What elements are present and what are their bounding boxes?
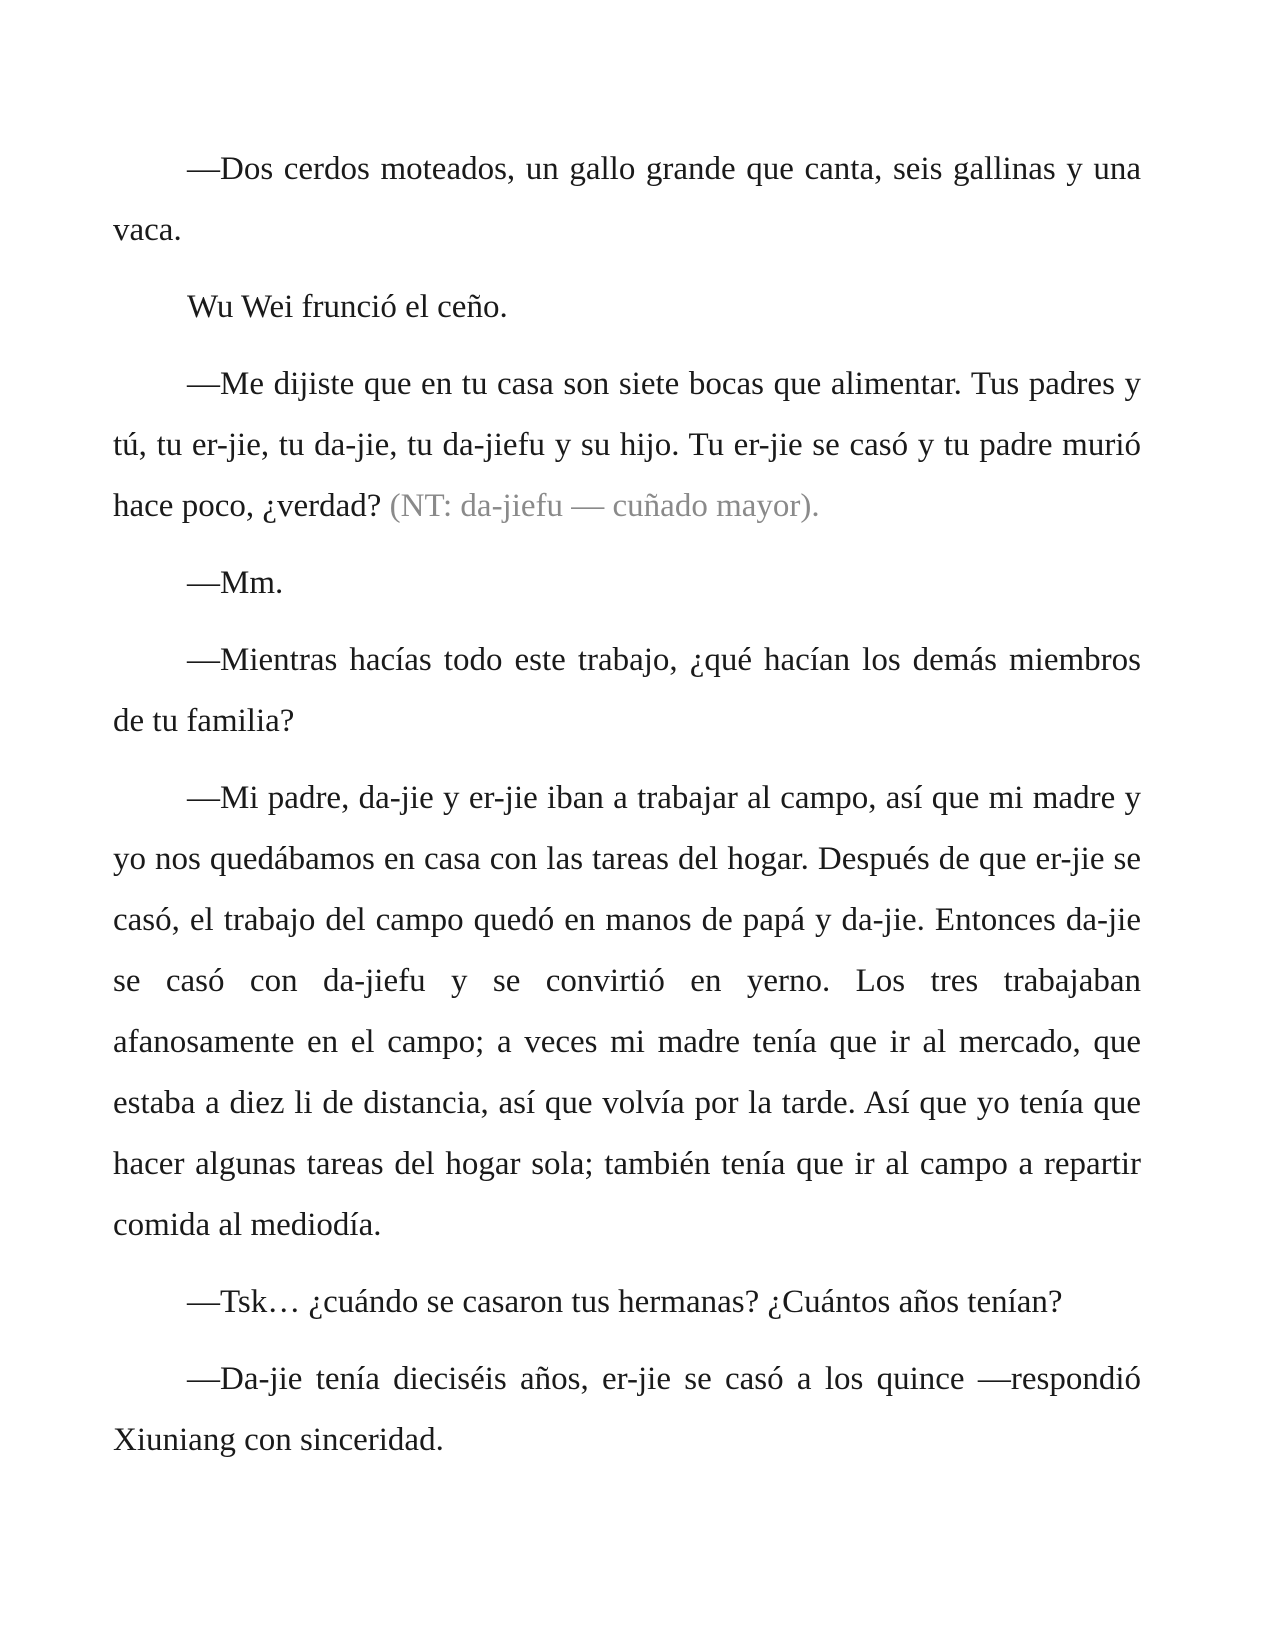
paragraph bbox=[113, 1349, 1141, 1471]
paragraph-text: —Mi padre, da-jie y er-jie iban a trabajar al campo, así que mi madre y yo nos quedábamos en casa con las tareas del hogar. Después de que er-jie se casó, el trabajo del campo quedó en manos de papá y da-jie. Entonces da-jie se casó con da-jiefu y se convirtió en yerno. Los tres trabajaban afanosamente en el campo; a veces mi madre tenía que ir al mercado, que estaba a diez li de distancia, así que volvía por la tarde. Así que yo tenía que hacer algunas tareas del hogar sola; también tenía que ir al campo a repartir comida al mediodía. bbox=[113, 780, 1141, 1243]
paragraph bbox=[113, 139, 1141, 261]
paragraph-text: —Me dijiste que en tu casa son siete bocas que alimentar. Tus padres y tú, tu er-jie, tu da-jie, tu da-jiefu y su hijo. Tu er-jie se casó y tu padre murió hace poco, ¿verdad? bbox=[113, 366, 1141, 524]
paragraph bbox=[113, 1272, 1141, 1333]
translator-note: (NT: da-jiefu — cuñado mayor). bbox=[381, 488, 820, 524]
paragraph-text: —Mm. bbox=[187, 565, 284, 601]
text-body bbox=[113, 139, 1141, 1487]
paragraph bbox=[113, 768, 1141, 1256]
paragraph-text: —Tsk… ¿cuándo se casaron tus hermanas? ¿Cuántos años tenían? bbox=[187, 1284, 1063, 1320]
paragraph bbox=[113, 553, 1141, 614]
paragraph-text: —Mientras hacías todo este trabajo, ¿qué hacían los demás miembros de tu familia? bbox=[113, 642, 1141, 739]
paragraph-text: Wu Wei frunció el ceño. bbox=[187, 289, 508, 325]
paragraph bbox=[113, 354, 1141, 537]
paragraph bbox=[113, 277, 1141, 338]
paragraph bbox=[113, 630, 1141, 752]
paragraph-text: —Dos cerdos moteados, un gallo grande que canta, seis gallinas y una vaca. bbox=[113, 151, 1141, 248]
paragraph-text: —Da-jie tenía dieciséis años, er-jie se casó a los quince —respondió Xiuniang con sinceridad. bbox=[113, 1361, 1141, 1458]
